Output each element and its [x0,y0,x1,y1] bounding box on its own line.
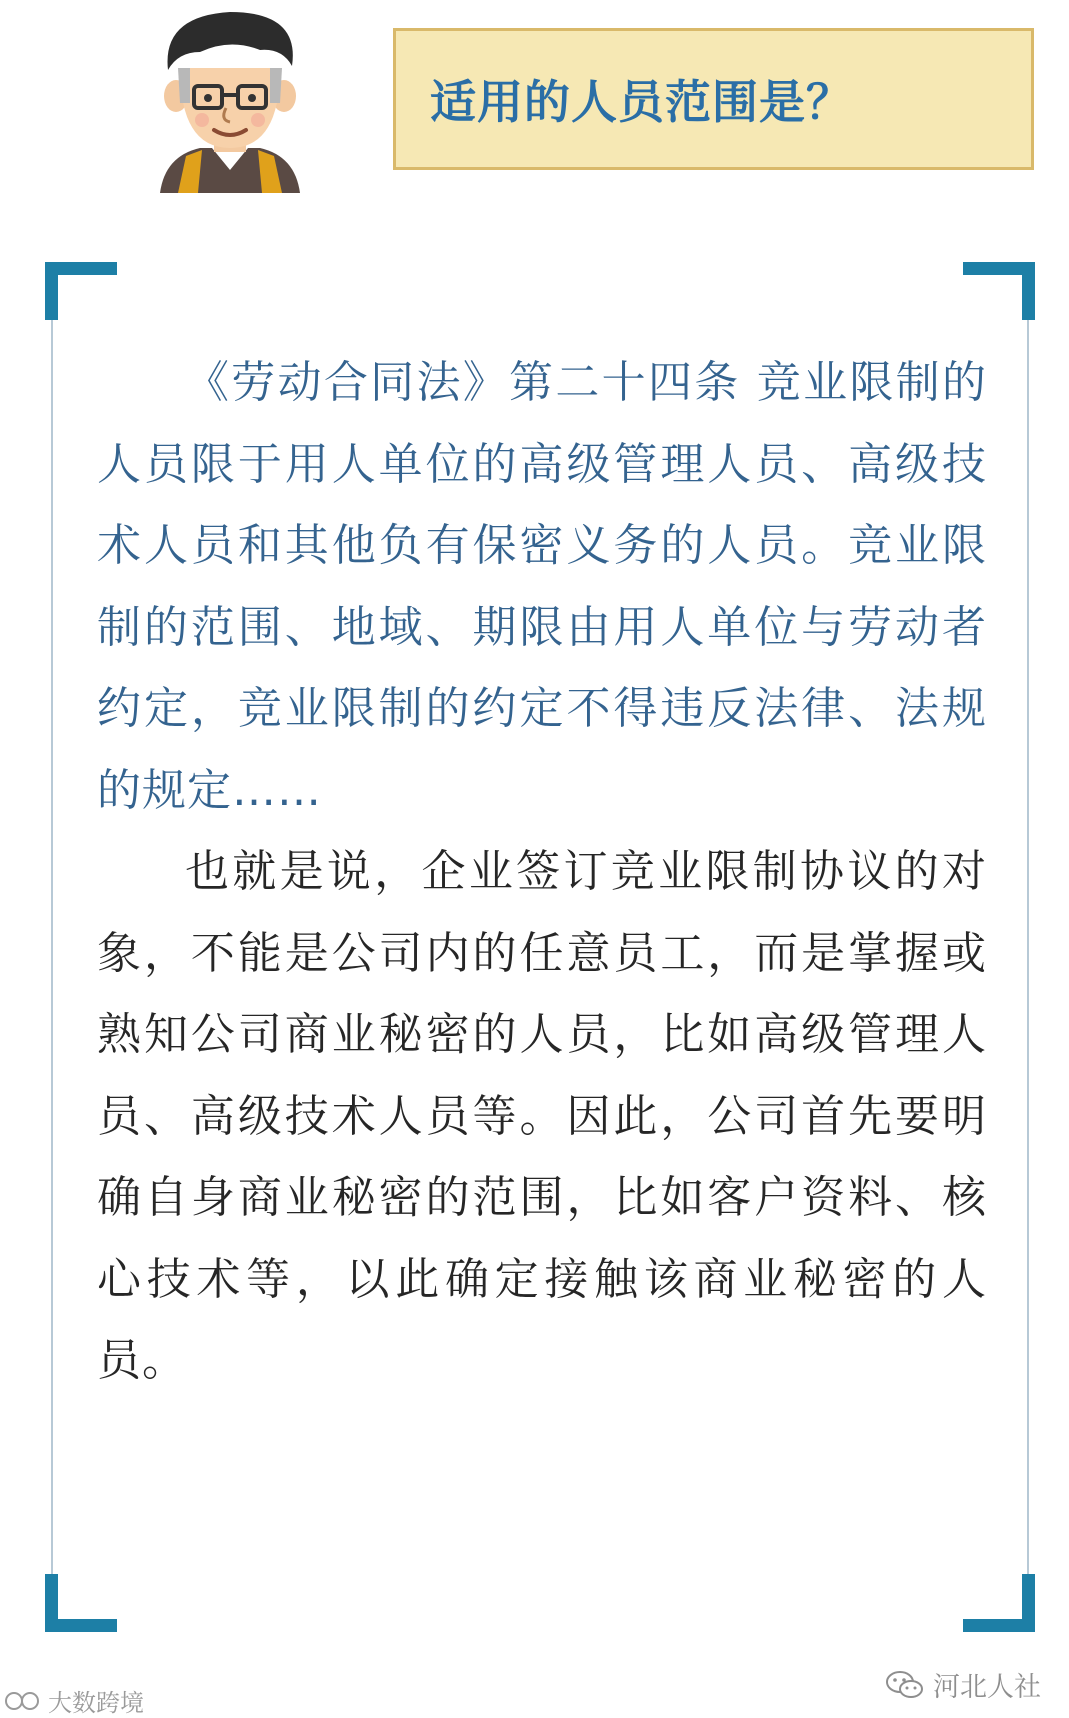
watermark-right [885,1665,1041,1704]
frame-right-line [1027,284,1029,1610]
article-body [97,342,987,1402]
law-quote-paragraph: 《劳动合同法》第二十四条 竞业限制的人员限于用人单位的高级管理人员、高级技术人员和其他负有保密义务的人员。竞业限制的范围、地域、期限由用人单位与劳动者约定，竞业限制的约定不得违反法律、法规的规定…… [97,357,987,816]
watermark-left [4,1683,144,1718]
cartoon-man-avatar-icon [150,8,310,193]
frame-corner-top-right [963,262,1035,320]
frame-corner-bottom-left [45,1574,117,1632]
watermark-right-text: 河北人社 [933,1672,1041,1703]
frame-left-line [51,284,53,1610]
frame-corner-bottom-right [963,1574,1035,1632]
title-banner [393,28,1034,170]
wechat-icon [885,1669,925,1701]
explanation-paragraph: 也就是说，企业签订竞业限制协议的对象，不能是公司内的任意员工，而是掌握或熟知公司商业秘密的人员，比如高级管理人员、高级技术人员等。因此，公司首先要明确自身商业秘密的范围，比如客户资料、核心技术等，以此确定接触该商业秘密的人员。 [97,846,987,1386]
watermark-left-text: 大数跨境 [48,1689,144,1717]
avatar [150,8,310,193]
brand-logo-icon [4,1690,44,1712]
frame-corner-top-left [45,262,117,320]
page-title: 适用的人员范围是？ [430,75,853,129]
